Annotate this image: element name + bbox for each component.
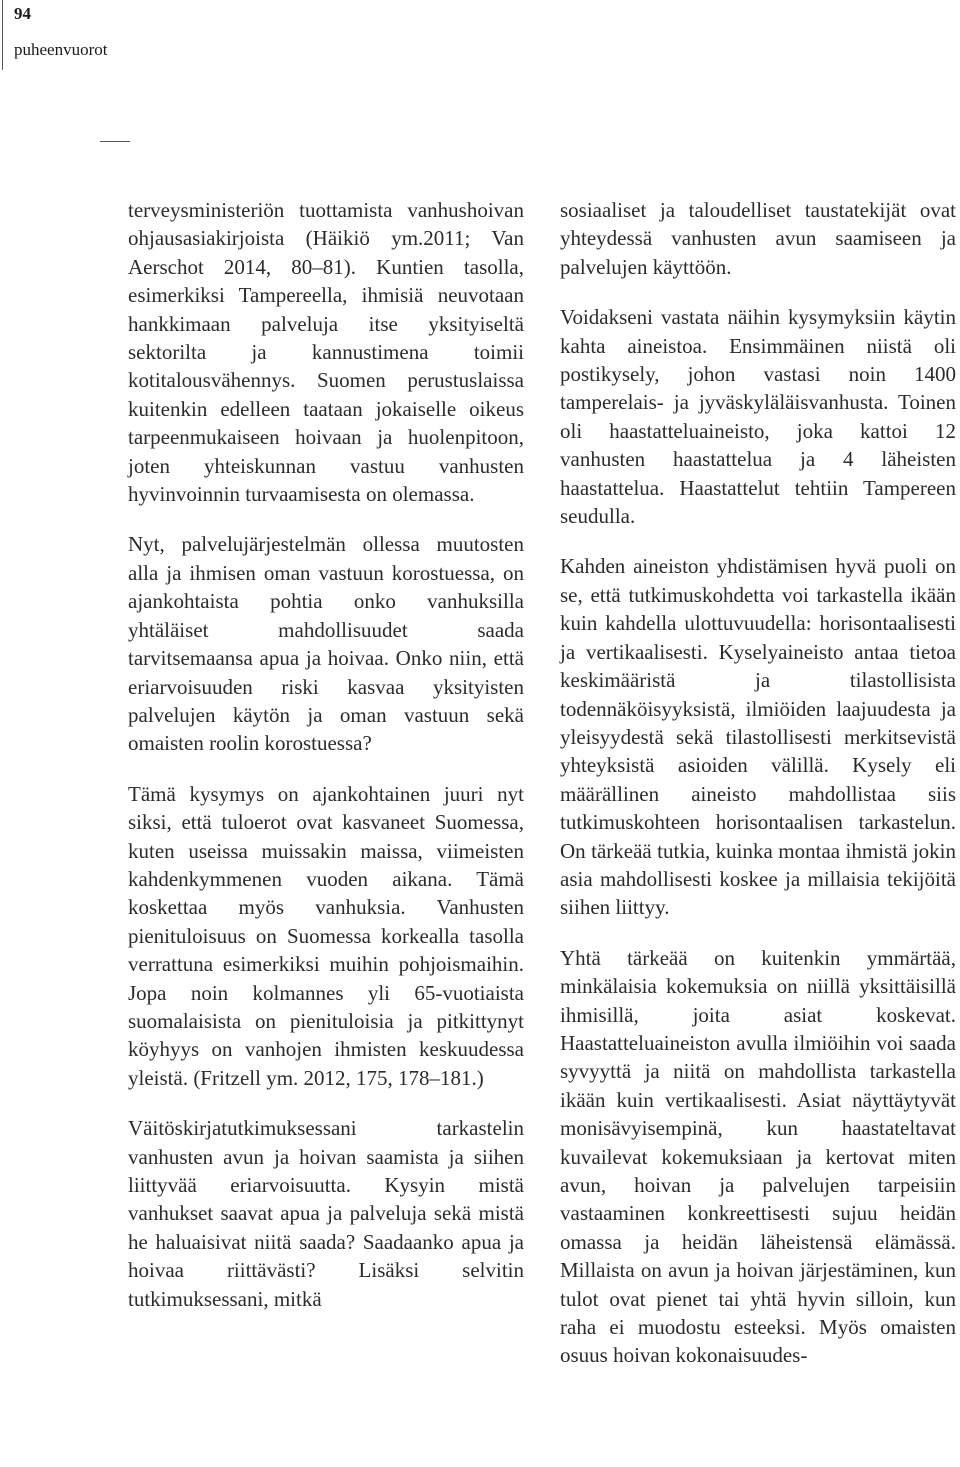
paragraph: Voidakseni vastata näihin kysymyksiin käytin kahta aineistoa. Ensimmäinen niistä oli postikysely, johon vastasi noin 1400 tamperelais- ja jyväskyläläisvanhusta. Toinen oli haastatteluaineisto, joka kattoi 12 vanhusten haastattelua ja 4 läheisten haastattelua. Haastattelut tehtiin Tampereen seudulla. xyxy=(560,305,956,529)
paragraph: Yhtä tärkeää on kuitenkin ymmärtää, minkälaisia kokemuksia on niillä yksittäisillä ihmisillä, joita asiat koskevat. Haastatteluaineiston avulla ilmiöihin voi saada syvyyttä ja niitä on mahdollista tarkastella ikään kuin vertikaalisesti. Asiat näyttäytyvät monisävyisempinä, kun haastateltavat kuvailevat kokemuksiaan ja kertovat miten avun, hoivan ja palvelujen tarpeisiin vastaaminen konkreettisesti sujuu heidän omassa ja heidän läheistensä elämässä. Millaista on avun ja hoivan järjestäminen, kun tulot ovat pienet tai yhtä hyvin silloin, kun raha ei muodostu esteeksi. Myös omaisten osuus hoivan kokonaisuudes- xyxy=(560,945,956,1368)
paragraph: Tämä kysymys on ajankohtainen juuri nyt siksi, että tuloerot ovat kasvaneet Suomessa, kuten useissa muissakin maissa, viimeisten kahdenkymmenen vuoden aikana. Tämä koskettaa myös vanhuksia. Vanhusten pienituloisuus on Suomessa korkealla tasolla verrattuna esimerkiksi muihin pohjoismaihin. Jopa noin kolmannes yli 65-vuotiaista suomalaisista on pienituloisia ja pitkittynyt köyhyys on vanhojen ihmisten keskuudessa yleistä. (Fritzell ym. 2012, 175, 178–181.) xyxy=(128,781,524,1090)
paragraph: sosiaaliset ja taloudelliset taustatekijät ovat yhteydessä vanhusten avun saamiseen ja palvelujen käyttöön. xyxy=(560,198,956,279)
paragraph: Väitöskirjatutkimuksessani tarkastelin vanhusten avun ja hoivan saamista ja siihen liittyvää eriarvoisuutta. Kysyin mistä vanhukset saavat apua ja palveluja sekä mistä he haluaisivat niitä saada? Saadaanko apua ja hoivaa riittävästi? Lisäksi selvitin tutkimuksessani, mitkä xyxy=(128,1116,524,1311)
left-column xyxy=(128,196,524,1335)
page-number: 94 xyxy=(14,4,31,23)
right-column xyxy=(560,196,956,1392)
page-header xyxy=(0,0,130,142)
paragraph: Nyt, palvelujärjestelmän ollessa muutosten alla ja ihmisen oman vastuun korostuessa, on ajankohtaista pohtia onko vanhuksilla yhtäläiset mahdollisuudet saada tarvitsemaansa apua ja hoivaa. Onko niin, että eriarvoisuuden riski kasvaa yksityisten palvelujen käytön ja oman vastuun sekä omaisten roolin korostuessa? xyxy=(128,532,524,756)
paragraph: Kahden aineiston yhdistämisen hyvä puoli on se, että tutkimuskohdetta voi tarkastella ikään kuin kahdella ulottuvuudella: horisontaalisesti ja vertikaalisesti. Kyselyaineisto antaa tietoa keskimääristä ja tilastollisista todennäköisyyksistä, ilmiöiden laajuudesta ja yleisyydestä sekä tilastollisesti merkitsevistä yhteyksistä asioiden välillä. Kysely eli määrällinen aineisto mahdollistaa siis tutkimuskohteen horisontaalisen tarkastelun. On tärkeää tutkia, kuinka montaa ihmistä jokin asia mahdollisesti koskee ja millaisia tekijöitä siihen liittyy. xyxy=(560,554,956,920)
header-rule-horizontal xyxy=(100,141,130,142)
header-rule-vertical xyxy=(2,0,3,70)
running-head: puheenvuorot xyxy=(14,40,108,59)
paragraph: terveysministeriön tuottamista vanhushoivan ohjausasiakirjoista (Häikiö ym.2011; Van Aerschot 2014, 80–81). Kuntien tasolla, esimerkiksi Tampereella, ihmisiä neuvotaan hankkimaan palveluja itse yksityiseltä sektorilta ja kannustimena toimii kotitalousvähennys. Suomen perustuslaissa kuitenkin edelleen taataan jokaiselle oikeus tarpeenmukaiseen hoivaan ja huolenpitoon, joten yhteiskunnan vastuu vanhusten hyvinvoinnin turvaamisesta on olemassa. xyxy=(128,198,524,507)
